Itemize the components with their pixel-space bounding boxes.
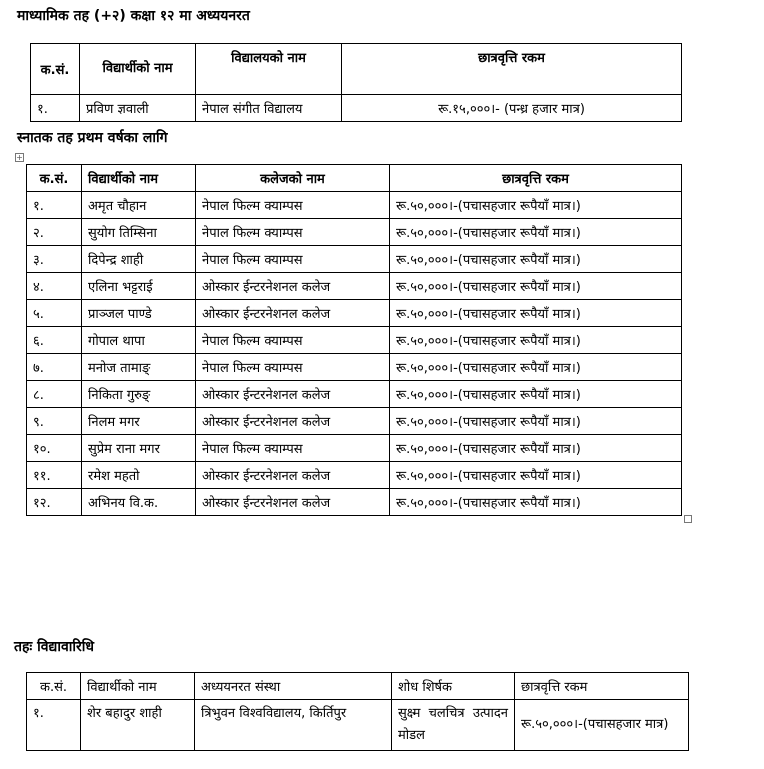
cell-student-name: गोपाल थापा xyxy=(82,327,196,354)
table-row xyxy=(27,327,682,354)
col-header-student-name: विद्यार्थीको नाम xyxy=(82,165,196,192)
cell-school-name: नेपाल संगीत विद्यालय xyxy=(196,95,342,122)
cell-serial: ५. xyxy=(27,300,82,327)
cell-serial: ४. xyxy=(27,273,82,300)
cell-college-name: नेपाल फिल्म क्याम्पस xyxy=(196,219,390,246)
table-row xyxy=(27,354,682,381)
phd-scholarship-table xyxy=(26,672,689,751)
table-header-row xyxy=(31,44,682,95)
cell-amount: रू.५०,०००।-(पचासहजार रूपैयाँ मात्र।) xyxy=(390,219,682,246)
table-row xyxy=(27,300,682,327)
cell-serial: ७. xyxy=(27,354,82,381)
cell-student-name: प्रविण ज्ञवाली xyxy=(80,95,196,122)
cell-institution: त्रिभुवन विश्वविद्यालय, किर्तिपुर xyxy=(195,700,392,751)
cell-amount: रू.५०,०००।-(पचासहजार रूपैयाँ मात्र।) xyxy=(390,300,682,327)
cell-college-name: ओस्कार ईन्टरनेशनल कलेज xyxy=(196,408,390,435)
cell-college-name: नेपाल फिल्म क्याम्पस xyxy=(196,327,390,354)
table-row xyxy=(27,435,682,462)
col-header-serial: क.सं. xyxy=(27,165,82,192)
cell-college-name: नेपाल फिल्म क्याम्पस xyxy=(196,435,390,462)
cell-amount: रू.५०,०००।-(पचासहजार रूपैयाँ मात्र।) xyxy=(390,408,682,435)
col-header-research-title: शोध शिर्षक xyxy=(392,673,515,700)
cell-student-name: प्राञ्जल पाण्डे xyxy=(82,300,196,327)
cell-college-name: ओस्कार ईन्टरनेशनल कलेज xyxy=(196,489,390,516)
cell-student-name: अभिनय वि.क. xyxy=(82,489,196,516)
table-move-handle-icon[interactable]: + xyxy=(16,153,23,162)
cell-college-name: ओस्कार ईन्टरनेशनल कलेज xyxy=(196,462,390,489)
cell-serial: ११. xyxy=(27,462,82,489)
col-header-amount: छात्रवृत्ति रकम xyxy=(342,44,682,95)
cell-college-name: ओस्कार ईन्टरनेशनल कलेज xyxy=(196,273,390,300)
cell-student-name: एलिना भट्टराई xyxy=(82,273,196,300)
secondary-scholarship-table xyxy=(30,43,682,122)
cell-student-name: अमृत चौहान xyxy=(82,192,196,219)
cell-student-name: निकिता गुरुङ् xyxy=(82,381,196,408)
table-row xyxy=(27,700,689,751)
cell-student-name: मनोज तामाङ् xyxy=(82,354,196,381)
cell-serial: ६. xyxy=(27,327,82,354)
cell-college-name: नेपाल फिल्म क्याम्पस xyxy=(196,246,390,273)
cell-student-name: सुप्रेम राना मगर xyxy=(82,435,196,462)
cell-serial: २. xyxy=(27,219,82,246)
cell-amount: रू.५०,०००।-(पचासहजार रूपैयाँ मात्र।) xyxy=(390,246,682,273)
cell-serial: १. xyxy=(31,95,80,122)
col-header-school-name: विद्यालयको नाम xyxy=(196,44,342,95)
table-row xyxy=(27,381,682,408)
table-row xyxy=(27,462,682,489)
cell-college-name: ओस्कार ईन्टरनेशनल कलेज xyxy=(196,381,390,408)
cell-serial: ९. xyxy=(27,408,82,435)
col-header-serial: क.सं. xyxy=(31,44,80,95)
col-header-college-name: कलेजको नाम xyxy=(196,165,390,192)
cell-amount: रू.५०,०००।-(पचासहजार रूपैयाँ मात्र।) xyxy=(390,327,682,354)
table-header-row xyxy=(27,165,682,192)
table-row xyxy=(27,192,682,219)
table-row xyxy=(31,95,682,122)
cell-amount: रू.५०,०००।-(पचासहजार रूपैयाँ मात्र।) xyxy=(390,489,682,516)
table-row xyxy=(27,408,682,435)
cell-student-name: निलम मगर xyxy=(82,408,196,435)
table-row xyxy=(27,246,682,273)
table-resize-handle-icon[interactable] xyxy=(684,515,692,523)
col-header-institution: अध्ययनरत संस्था xyxy=(195,673,392,700)
cell-amount: रू.५०,०००।-(पचासहजार रूपैयाँ मात्र।) xyxy=(390,435,682,462)
table-row xyxy=(27,273,682,300)
cell-serial: ३. xyxy=(27,246,82,273)
cell-college-name: नेपाल फिल्म क्याम्पस xyxy=(196,354,390,381)
cell-student-name: शेर बहादुर शाही xyxy=(81,700,195,751)
cell-amount: रू.५०,०००।-(पचासहजार रूपैयाँ मात्र।) xyxy=(390,354,682,381)
table-row xyxy=(27,489,682,516)
col-header-student-name: विद्यार्थीको नाम xyxy=(81,673,195,700)
section1-heading: माध्यामिक तह (+२) कक्षा १२ मा अध्ययनरत xyxy=(17,8,250,24)
section2-heading: स्नातक तह प्रथम वर्षका लागि xyxy=(17,130,168,146)
cell-amount: रू.५०,०००।-(पचासहजार रूपैयाँ मात्र।) xyxy=(390,273,682,300)
cell-college-name: ओस्कार ईन्टरनेशनल कलेज xyxy=(196,300,390,327)
cell-student-name: दिपेन्द्र शाही xyxy=(82,246,196,273)
cell-research-title: सुक्ष्म चलचित्र उत्पादन मोडल xyxy=(392,700,515,751)
cell-amount: रू.५०,०००।-(पचासहजार रूपैयाँ मात्र।) xyxy=(390,192,682,219)
cell-serial: १. xyxy=(27,700,81,751)
cell-college-name: नेपाल फिल्म क्याम्पस xyxy=(196,192,390,219)
col-header-amount: छात्रवृत्ति रकम xyxy=(515,673,689,700)
col-header-serial: क.सं. xyxy=(27,673,81,700)
section3-heading: तहः विद्यावारिधि xyxy=(14,639,94,655)
table-row xyxy=(27,219,682,246)
cell-amount: रू.५०,०००।-(पचासहजार रूपैयाँ मात्र।) xyxy=(390,381,682,408)
cell-serial: १०. xyxy=(27,435,82,462)
col-header-amount: छात्रवृत्ति रकम xyxy=(390,165,682,192)
cell-amount: रू.५०,०००।-(पचासहजार मात्र) xyxy=(515,700,689,751)
col-header-student-name: विद्यार्थीको नाम xyxy=(80,44,196,95)
bachelor-scholarship-table xyxy=(26,164,682,516)
cell-student-name: रमेश महतो xyxy=(82,462,196,489)
cell-serial: १. xyxy=(27,192,82,219)
cell-amount: रू.५०,०००।-(पचासहजार रूपैयाँ मात्र।) xyxy=(390,462,682,489)
cell-serial: ८. xyxy=(27,381,82,408)
cell-amount: रू.१५,०००।- (पन्ध्र हजार मात्र) xyxy=(342,95,682,122)
table-header-row xyxy=(27,673,689,700)
cell-student-name: सुयोग तिम्सिना xyxy=(82,219,196,246)
cell-serial: १२. xyxy=(27,489,82,516)
